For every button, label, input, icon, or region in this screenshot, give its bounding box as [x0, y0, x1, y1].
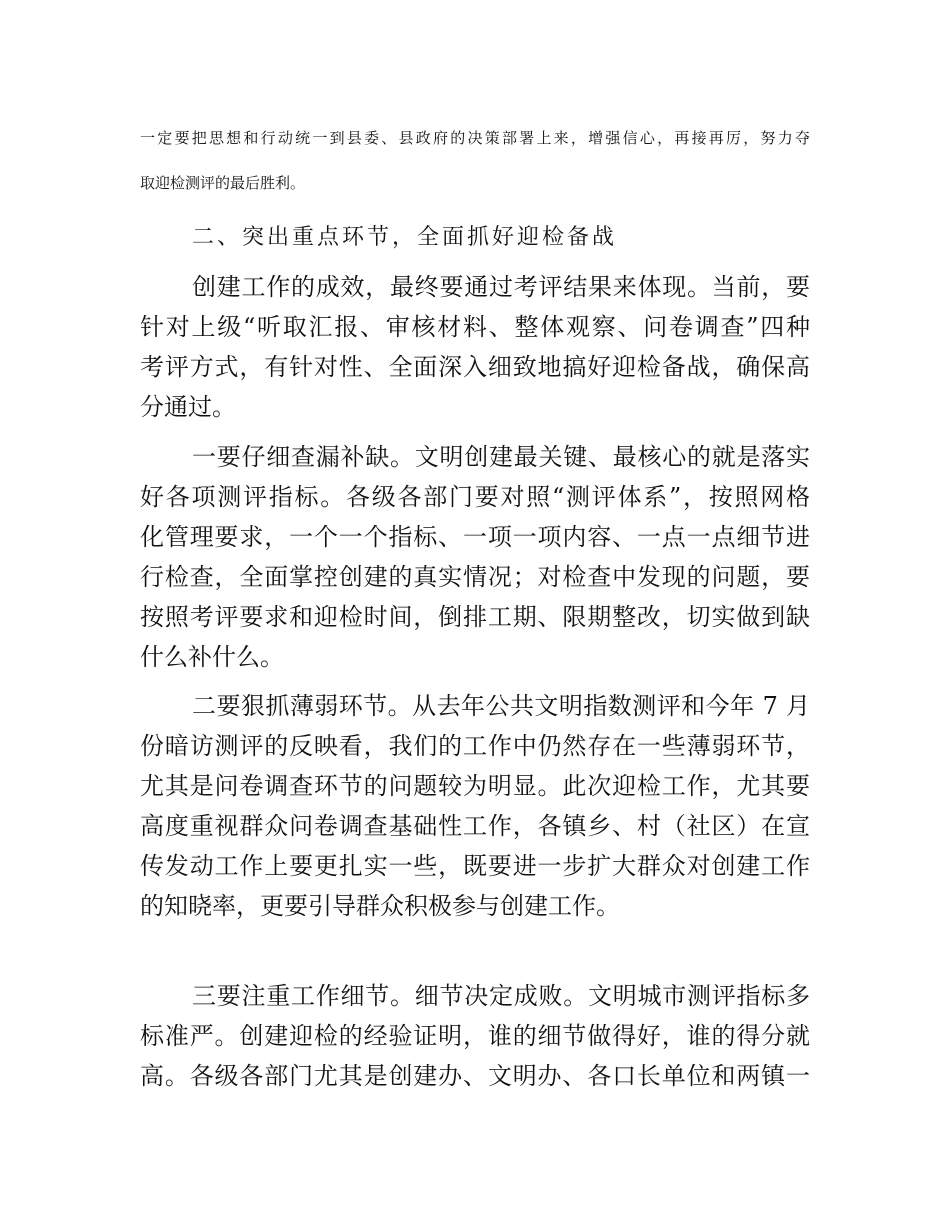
paragraph-line: 的知晓率，更要引导群众积极参与创建工作。 — [140, 892, 620, 920]
paragraph-line: 高度重视群众问卷调查基础性工作，各镇乡、村（社区）在宣 — [140, 812, 810, 840]
paragraph-line: 高。各级各部门尤其是创建办、文明办、各口长单位和两镇一 — [140, 1062, 810, 1090]
paragraph-line: 什么补什么。 — [140, 643, 284, 671]
paragraph-line: 三要注重工作细节。细节决定成败。文明城市测评指标多 — [192, 982, 810, 1010]
paragraph-line: 分通过。 — [140, 393, 236, 421]
section-heading: 二、突出重点环节，全面抓好迎检备战 — [192, 225, 618, 250]
paragraph-line: 份暗访测评的反映看，我们的工作中仍然存在一些薄弱环节， — [140, 732, 810, 760]
intro-line: 一定要把思想和行动统一到县委、县政府的决策部署上来，增强信心，再接再厉，努力夺 — [140, 129, 810, 147]
paragraph-line: 行检查，全面掌控创建的真实情况；对检查中发现的问题，要 — [140, 563, 810, 591]
intro-line: 取迎检测评的最后胜利。 — [140, 174, 306, 192]
paragraph-line: 考评方式，有针对性、全面深入细致地搞好迎检备战，确保高 — [140, 353, 810, 381]
paragraph-line: 传发动工作上要更扎实一些，既要进一步扩大群众对创建工作 — [140, 852, 810, 880]
paragraph-line: 尤其是问卷调查环节的问题较为明显。此次迎检工作，尤其要 — [140, 772, 810, 800]
paragraph-line: 针对上级“听取汇报、审核材料、整体观察、问卷调查”四种 — [140, 313, 810, 341]
paragraph-line: 一要仔细查漏补缺。文明创建最关键、最核心的就是落实 — [192, 443, 810, 471]
paragraph-line: 标准严。创建迎检的经验证明，谁的细节做得好，谁的得分就 — [140, 1022, 810, 1050]
paragraph-line: 二要狠抓薄弱环节。从去年公共文明指数测评和今年 7 月 — [192, 692, 810, 720]
paragraph-line: 化管理要求，一个一个指标、一项一项内容、一点一点细节进 — [140, 523, 810, 551]
paragraph-line: 好各项测评指标。各级各部门要对照“测评体系”，按照网格 — [140, 483, 810, 511]
paragraph-line: 按照考评要求和迎检时间，倒排工期、限期整改，切实做到缺 — [140, 603, 810, 631]
paragraph-line: 创建工作的成效，最终要通过考评结果来体现。当前，要 — [192, 273, 810, 301]
